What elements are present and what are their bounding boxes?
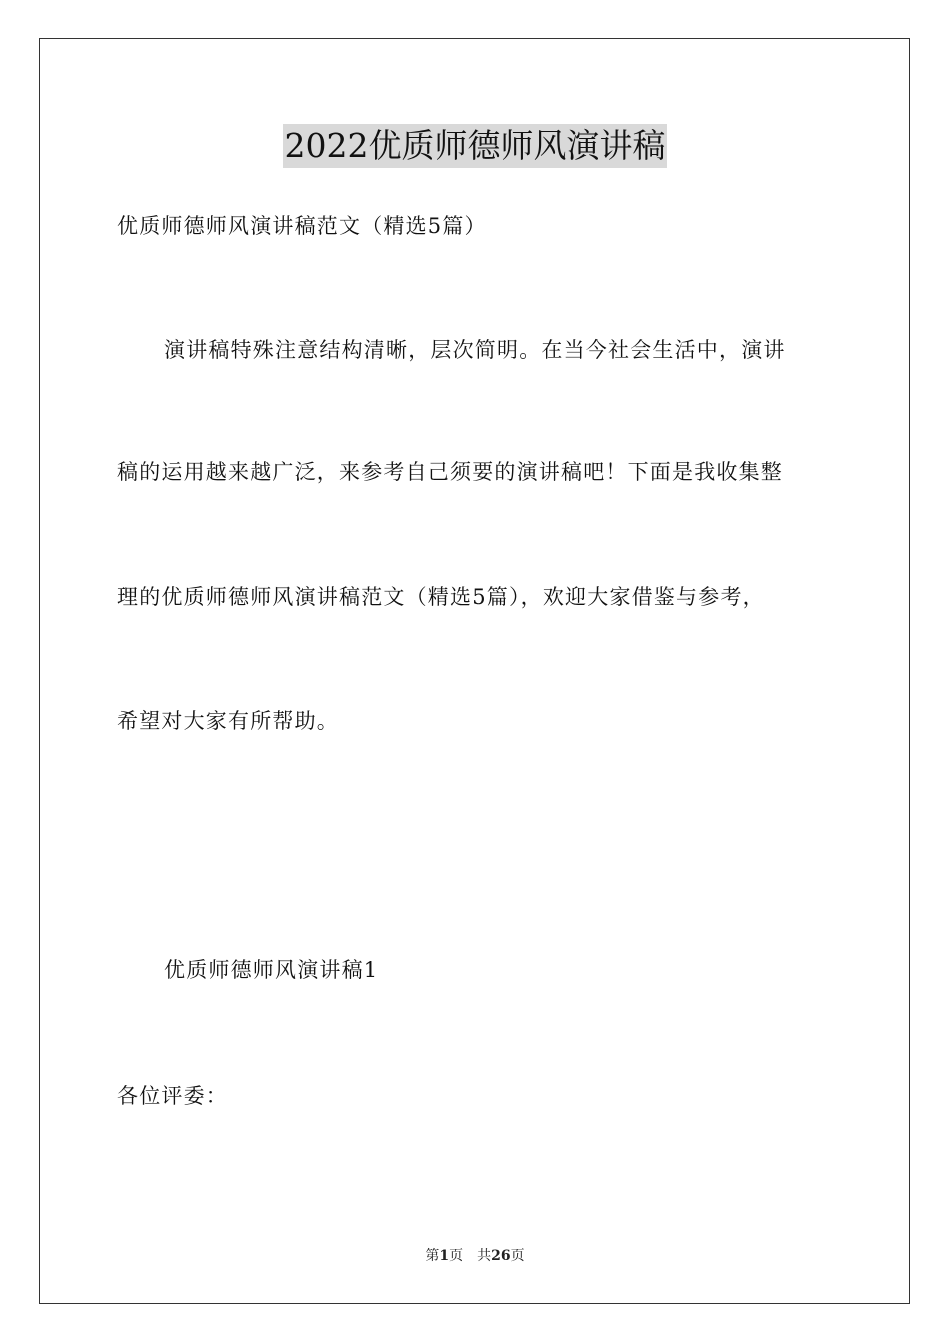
intro-line-3: 理的优质师德师风演讲稿范文（精选5篇），欢迎大家借鉴与参考，	[117, 585, 765, 609]
intro-line-1: 演讲稿特殊注意结构清晰，层次简明。在当今社会生活中，演讲	[164, 338, 786, 362]
document-subtitle: 优质师德师风演讲稿范文（精选5篇）	[117, 214, 487, 238]
document-title: 2022优质师德师风演讲稿	[283, 124, 668, 168]
salutation: 各位评委：	[117, 1084, 228, 1108]
intro-line-2: 稿的运用越来越广泛，来参考自己须要的演讲稿吧！下面是我收集整	[117, 460, 783, 484]
intro-line-4: 希望对大家有所帮助。	[117, 709, 339, 733]
footer-total-pages: 26	[491, 1248, 511, 1264]
footer-page-prefix: 第	[425, 1248, 440, 1264]
footer-total-suffix: 页	[510, 1248, 525, 1264]
page-footer	[0, 1246, 950, 1266]
section-heading: 优质师德师风演讲稿1	[164, 958, 379, 982]
title-container	[0, 124, 950, 168]
footer-page-suffix: 页	[449, 1248, 464, 1264]
footer-total-prefix: 共	[477, 1248, 492, 1264]
footer-page-number: 1	[439, 1248, 450, 1264]
